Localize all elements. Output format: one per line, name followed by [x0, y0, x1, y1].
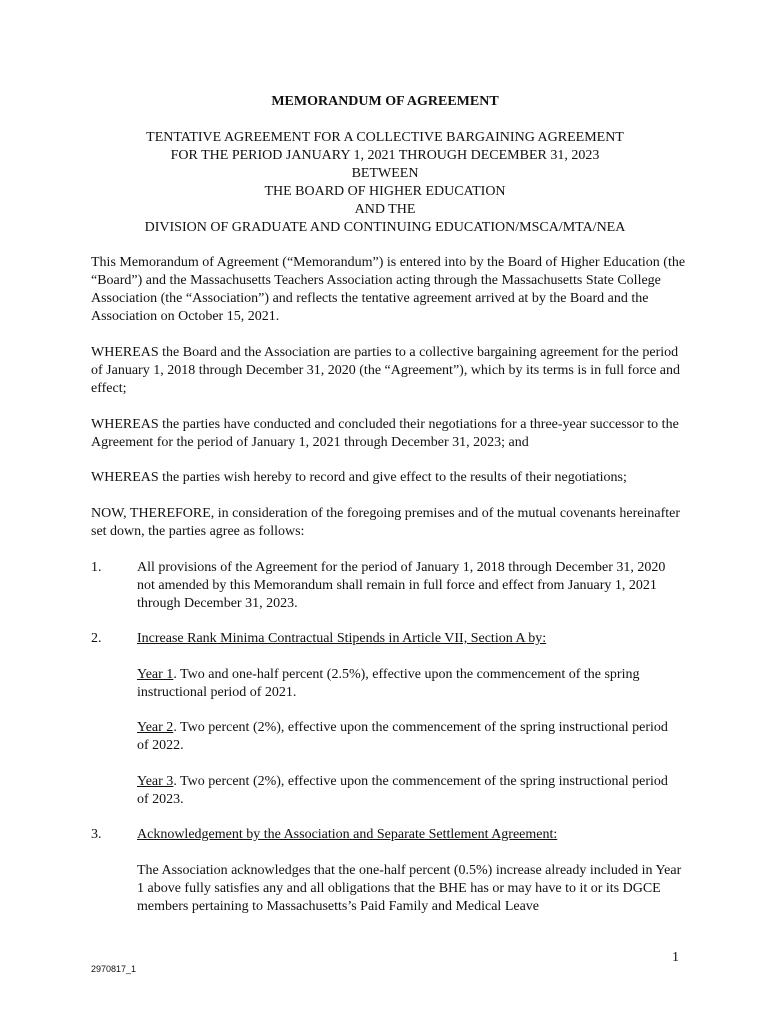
item-2-heading	[137, 630, 682, 648]
year-1-label: Year 1	[137, 667, 174, 682]
year-2-clause	[137, 719, 682, 755]
year-2-label: Year 2	[137, 720, 174, 735]
therefore-paragraph: NOW, THEREFORE, in consideration of the foregoing premises and of the mutual covenants hereinafter set down, the parties agree as follows:	[91, 506, 681, 539]
heading-line: THE BOARD OF HIGHER EDUCATION	[264, 184, 506, 199]
item-3-text: The Association acknowledges that the one-half percent (0.5%) increase already included in Year 1 above fully satisfies any and all obligations that the BHE has or may have to it or its DGCE members pertaining to Massachusetts’s Paid Family and Medical Leave	[137, 863, 682, 914]
year-1-clause	[137, 666, 682, 702]
item-3-heading	[137, 826, 682, 844]
whereas-paragraph-2: WHEREAS the parties have conducted and concluded their negotiations for a three-year successor to the Agreement for the period of January 1, 2021 through December 31, 2023; and	[91, 417, 679, 450]
heading-line: FOR THE PERIOD JANUARY 1, 2021 THROUGH DECEMBER 31, 2023	[170, 148, 600, 163]
heading-line: DIVISION OF GRADUATE AND CONTINUING EDUCATION/MSCA/MTA/NEA	[144, 220, 626, 235]
year-3-label: Year 3	[137, 774, 174, 789]
agreement-heading	[0, 129, 770, 237]
whereas-paragraph-1: WHEREAS the Board and the Association are parties to a collective bargaining agreement for the period of January 1, 2018 through December 31, 2020 (the “Agreement”), which by its terms is in full force and effect;	[91, 345, 680, 396]
year-3-clause	[137, 773, 682, 809]
heading-line: AND THE	[354, 202, 416, 217]
year-3-text: . Two percent (2%), effective upon the commencement of the spring instructional period of 2023.	[137, 774, 668, 807]
item-2-heading-text: Increase Rank Minima Contractual Stipends in Article VII, Section A by:	[137, 631, 547, 646]
item-2-number: 2.	[91, 631, 102, 646]
whereas-paragraph-3: WHEREAS the parties wish hereby to record and give effect to the results of their negotiations;	[91, 470, 627, 485]
year-2-text: . Two percent (2%), effective upon the commencement of the spring instructional period of 2022.	[137, 720, 668, 753]
item-1-number: 1.	[91, 560, 102, 575]
item-3-heading-text: Acknowledgement by the Association and Separate Settlement Agreement:	[137, 827, 558, 842]
year-1-text: . Two and one-half percent (2.5%), effective upon the commencement of the spring instructional period of 2021.	[137, 667, 640, 700]
heading-line: TENTATIVE AGREEMENT FOR A COLLECTIVE BARGAINING AGREEMENT	[146, 130, 624, 145]
item-1-text: All provisions of the Agreement for the period of January 1, 2018 through December 31, 2020 not amended by this Memorandum shall remain in full force and effect from January 1, 2021 through December 31, 2023.	[137, 560, 666, 611]
item-3-number: 3.	[91, 827, 102, 842]
document-id: 2970817_1	[91, 964, 137, 974]
page-number: 1	[672, 950, 679, 965]
intro-paragraph: This Memorandum of Agreement (“Memorandum”) is entered into by the Board of Higher Education (the “Board”) and the Massachusetts Teachers Association acting through the Massachusetts State College Association (the “Association”) and reflects the tentative agreement arrived at by the Board and the Association on October 15, 2021.	[91, 255, 686, 324]
heading-line: BETWEEN	[351, 166, 419, 181]
document-title: MEMORANDUM OF AGREEMENT	[271, 94, 499, 109]
